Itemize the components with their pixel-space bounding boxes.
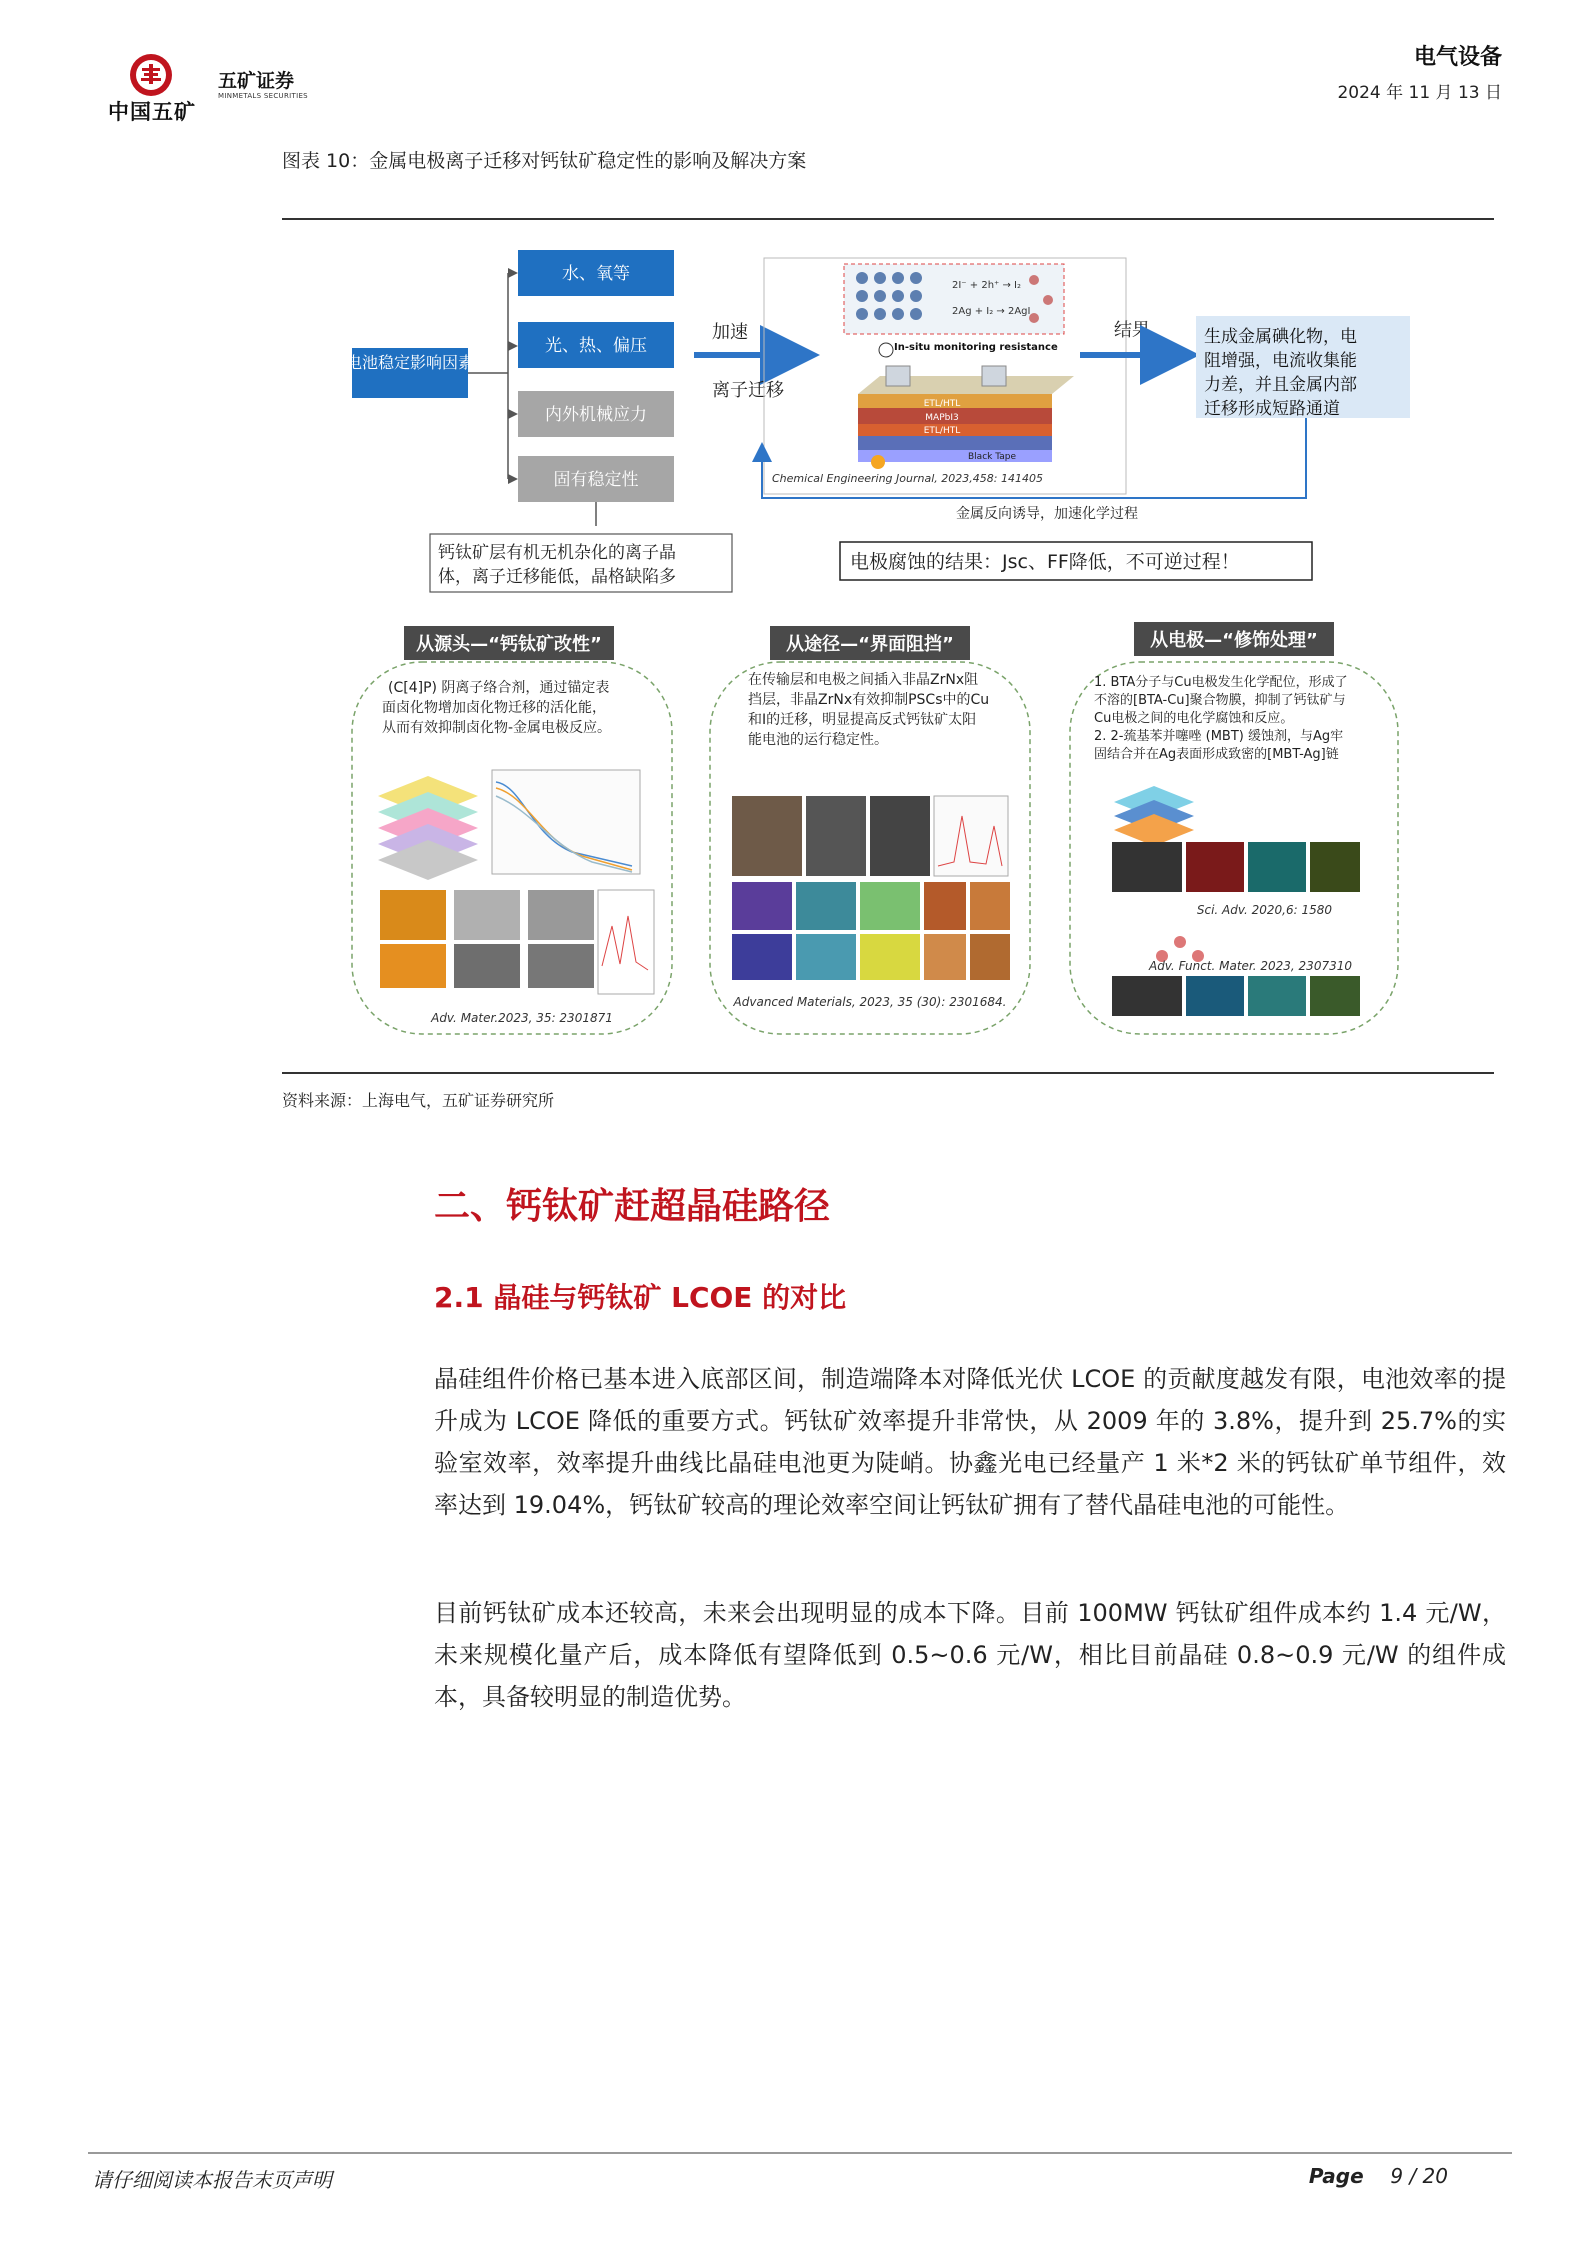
- page-label: Page: [1308, 2164, 1364, 2188]
- light-icon: [871, 455, 885, 469]
- result-line-4: 迁移形成短路通道: [1204, 399, 1340, 419]
- panel-2-text-line: 和I的迁移，明显提高反式钙钛矿太阳: [748, 712, 977, 728]
- panel-3-source-2: Adv. Funct. Mater. 2023, 2307310: [1148, 959, 1352, 973]
- arrow-label-accelerate: 加速: [712, 322, 748, 343]
- result-label: 结果: [1114, 320, 1150, 341]
- equation-2: 2Ag + I₂ → 2AgI: [952, 306, 1031, 317]
- device-source: Chemical Engineering Journal, 2023,458: 141405: [772, 472, 1043, 485]
- panel-1-text-line: 从而有效抑制卤化物-金属电极反应。: [382, 720, 612, 736]
- panel-3-text-line: 1. BTA分子与Cu电极发生化学配位，形成了: [1094, 675, 1348, 690]
- equation-1: 2I⁻ + 2h⁺ → I₂: [952, 280, 1021, 291]
- panel-3-text-line: 不溶的[BTA-Cu]聚合物膜，抑制了钙钛矿与: [1094, 693, 1346, 708]
- panel-2-text-line: 能电池的运行稳定性。: [748, 732, 888, 748]
- factor-label: 光、热、偏压: [545, 336, 647, 356]
- logo-company-name: 中国五矿: [108, 100, 196, 124]
- device-layer-label: ETL/HTL: [923, 399, 961, 409]
- panel-3-source-1: Sci. Adv. 2020,6: 1580: [1196, 903, 1332, 917]
- panel-3-text-line: Cu电极之间的电化学腐蚀和反应。: [1094, 711, 1294, 726]
- panel-source-modification: [352, 626, 672, 1034]
- company-logo-icon: [128, 52, 174, 98]
- panel-1-source: Adv. Mater.2023, 35: 2301871: [431, 1011, 613, 1025]
- figure-caption: 图表 10：金属电极离子迁移对钙钛矿稳定性的影响及解决方案: [282, 150, 807, 172]
- panel-1-text-line: (C[4]P) 阴离子络合剂，通过锚定表: [388, 680, 610, 696]
- panel-interface-barrier: [710, 626, 1030, 1034]
- figure-top-rule: [282, 218, 1494, 220]
- panel-electrode-treatment: [1070, 622, 1398, 1034]
- feedback-label: 金属反向诱导，加速化学过程: [956, 506, 1138, 522]
- factor-label: 内外机械应力: [545, 405, 647, 425]
- logo-english-name: MINMETALS SECURITIES: [218, 92, 308, 100]
- panel-2-text-line: 挡层，非晶ZrNx有效抑制PSCs中的Cu: [748, 692, 990, 708]
- figure-source: 资料来源：上海电气，五矿证券研究所: [282, 1091, 555, 1110]
- factor-label: 水、氧等: [562, 264, 630, 284]
- body-paragraph-2: 目前钙钛矿成本还较高，未来会出现明显的成本下降。目前 100MW 钙钛矿组件成本约 1.4 元/W，未来规模化量产后，成本降低有望降低到 0.5~0.6 元/W，相比目前晶硅 0.8~0.9 元/W 的组件成本，具备较明显的制造优势。: [434, 1599, 1506, 1711]
- device-layer-label: ETL/HTL: [923, 426, 961, 436]
- result-line-2: 阻增强，电流收集能: [1204, 351, 1357, 371]
- panel-3-title: 从电极—“修饰处理”: [1150, 630, 1318, 651]
- device-layer-label: MAPbI3: [925, 413, 959, 423]
- intrinsic-note-line-2: 体，离子迁移能低，晶格缺陷多: [438, 567, 676, 587]
- panel-1-title: 从源头—“钙钛矿改性”: [416, 634, 602, 655]
- panel-2-text-line: 在传输层和电极之间插入非晶ZrNx阻: [748, 672, 979, 688]
- corrosion-result-text: 电极腐蚀的结果：Jsc、FF降低，不可逆过程！: [850, 551, 1240, 573]
- figure-diagram: [282, 226, 1494, 1068]
- footer-rule: [88, 2152, 1512, 2154]
- figure-bottom-rule: [282, 1072, 1494, 1074]
- body-paragraph-1: 晶硅组件价格已基本进入底部区间，制造端降本对降低光伏 LCOE 的贡献度越发有限，电池效率的提升成为 LCOE 降低的重要方式。钙钛矿效率提升非常快，从 2009 年的 3.8%，提升到 25.7%的实验室效率，效率提升曲线比晶硅电池更为陡峭。协鑫光电已经量产 1 米*2 米的钙钛矿单节组件，效率达到 19.04%，钙钛矿较高的理论效率空间让钙钛矿拥有了替代晶硅电池的可能性。: [434, 1365, 1506, 1519]
- stability-factor-label: 电池稳定影响因素: [345, 353, 475, 372]
- page-indicator: [1309, 2164, 1448, 2188]
- panel-2-title: 从途径—“界面阻挡”: [786, 634, 954, 655]
- panel-3-text-line: 2. 2-巯基苯并噻唑 (MBT) 缓蚀剂，与Ag牢: [1094, 729, 1344, 744]
- page-number: 9 / 20: [1390, 2164, 1448, 2188]
- industry-label: 电气设备: [1413, 45, 1502, 70]
- factor-label: 固有稳定性: [553, 470, 639, 490]
- panel-1-text-line: 面卤化物增加卤化物迁移的活化能，: [382, 700, 606, 716]
- result-line-3: 力差，并且金属内部: [1204, 375, 1357, 395]
- report-date: 2024 年 11 月 13 日: [1337, 83, 1502, 103]
- logo-brand-name: 五矿证券: [218, 70, 295, 92]
- footer-disclaimer: 请仔细阅读本报告末页声明: [92, 2168, 332, 2192]
- section-title: 二、钙钛矿赶超晶硅路径: [434, 1186, 831, 1227]
- device-title: In-situ monitoring resistance: [894, 342, 1058, 353]
- panel-2-source: Advanced Materials, 2023, 35 (30): 2301684.: [733, 995, 1007, 1009]
- intrinsic-note-line-1: 钙钛矿层有机无机杂化的离子晶: [438, 543, 676, 563]
- device-layer-label: Black Tape: [968, 452, 1016, 462]
- subsection-title: 2.1 晶硅与钙钛矿 LCOE 的对比: [434, 1281, 847, 1314]
- arrow-label-ion-migration: 离子迁移: [712, 380, 784, 401]
- panel-3-text-line: 固结合并在Ag表面形成致密的[MBT-Ag]链: [1094, 747, 1339, 762]
- result-line-1: 生成金属碘化物，电: [1204, 327, 1357, 347]
